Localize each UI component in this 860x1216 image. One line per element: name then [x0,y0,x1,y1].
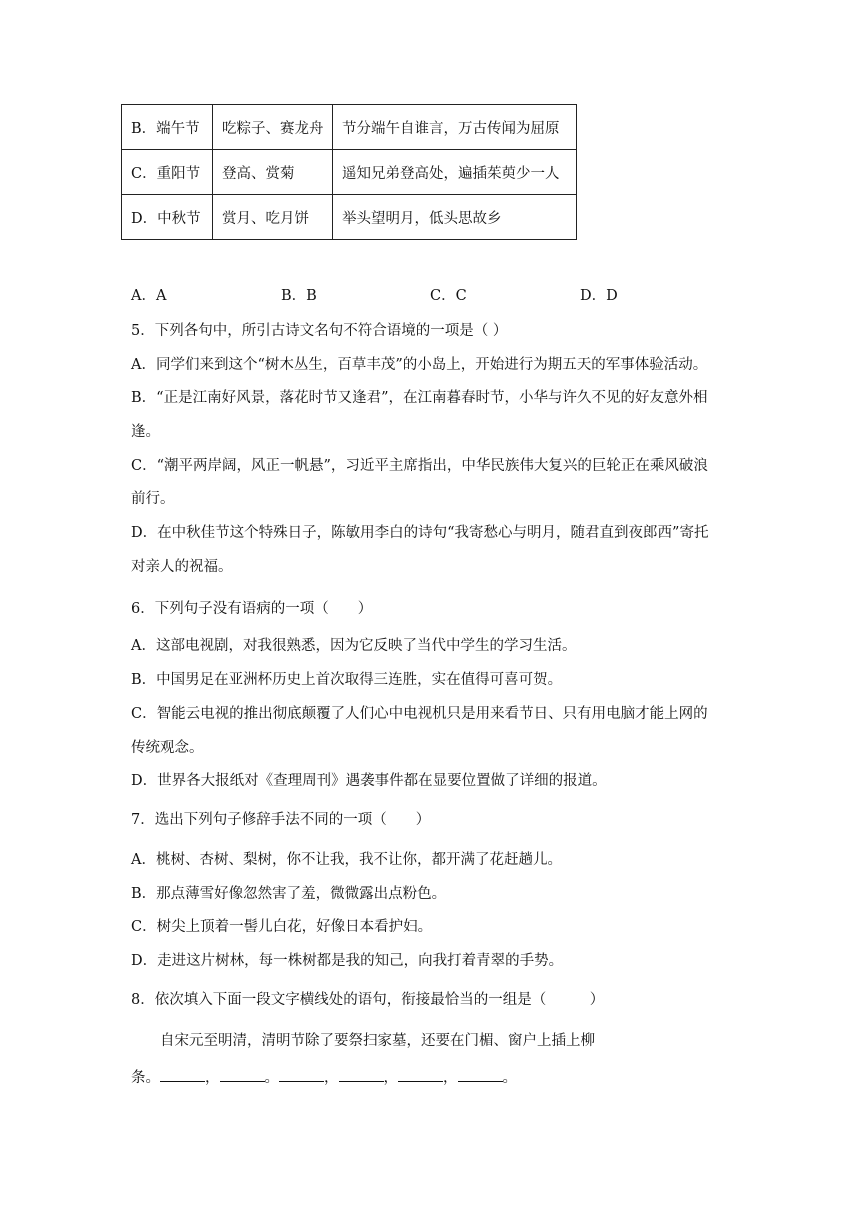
option-d[interactable]: D．D [580,288,618,304]
q8-passage-blanks [131,1066,517,1087]
q8-stem: 8．依次填入下面一段文字横线处的语句，衔接最恰当的一组是（ ） [131,992,605,1008]
fill-blank[interactable] [279,1067,324,1082]
passage-text: 条。 [131,1070,160,1086]
q6-option-a[interactable]: A．这部电视剧，对我很熟悉，因为它反映了当代中学生的学习生活。 [131,638,577,654]
table-row [122,105,577,150]
q6-option-c[interactable]: C．智能云电视的推出彻底颠覆了人们心中电视机只是用来看节日、只有用电脑才能上网的 [131,706,708,722]
table-row [122,195,577,240]
option-a[interactable]: A．A [131,288,167,304]
poem-cell: 遥知兄弟登高处，遍插茱萸少一人 [333,150,577,195]
option-b[interactable]: B．B [281,288,317,304]
q5-option-a[interactable]: A．同学们来到这个“树木丛生，百草丰茂”的小岛上，开始进行为期五天的军事体验活动。 [131,357,708,373]
fill-blank[interactable] [339,1067,384,1082]
q7-stem: 7．选出下列句子修辞手法不同的一项（ ） [131,812,431,828]
q7-option-d[interactable]: D．走进这片树林，每一株树都是我的知己，向我打着青翠的手势。 [131,953,564,969]
q5-stem: 5．下列各句中，所引古诗文名句不符合语境的一项是（ ） [131,323,508,339]
fill-blank[interactable] [398,1067,443,1082]
festival-cell: B．端午节 [122,105,213,150]
q6-option-c-cont: 传统观念。 [131,740,204,756]
fill-blank[interactable] [458,1067,503,1082]
q7-option-a[interactable]: A．桃树、杏树、梨树，你不让我，我不让你，都开满了花赶趟儿。 [131,852,562,868]
customs-cell: 吃粽子、赛龙舟 [213,105,333,150]
q5-option-c[interactable]: C．“潮平两岸阔，风正一帆悬”，习近平主席指出，中华民族伟大复兴的巨轮正在乘风破浪 [131,458,708,474]
festival-cell: C．重阳节 [122,150,213,195]
q6-option-d[interactable]: D．世界各大报纸对《查理周刊》遇袭事件都在显要位置做了详细的报道。 [131,773,607,789]
comma: ， [205,1070,220,1086]
fill-blank[interactable] [160,1067,205,1082]
q5-option-d-cont: 对亲人的祝福。 [131,559,233,575]
q5-option-d[interactable]: D．在中秋佳节这个特殊日子，陈敏用李白的诗句“我寄愁心与明月，随君直到夜郎西”寄托 [131,525,709,541]
table-row [122,150,577,195]
comma: ， [443,1070,458,1086]
q5-option-c-cont: 前行。 [131,491,175,507]
poem-cell: 举头望明月，低头思故乡 [333,195,577,240]
q7-option-b[interactable]: B．那点薄雪好像忽然害了羞，微微露出点粉色。 [131,886,447,902]
customs-cell: 赏月、吃月饼 [213,195,333,240]
customs-cell: 登高、赏菊 [213,150,333,195]
comma: ， [324,1070,339,1086]
option-c[interactable]: C．C [430,288,467,304]
q4-options [0,284,860,304]
comma: ， [383,1070,398,1086]
q5-option-b[interactable]: B．“正是江南好风景，落花时节又逢君”，在江南暮春时节，小华与许久不见的好友意外相 [131,390,708,406]
period: 。 [502,1070,517,1086]
q6-stem: 6．下列句子没有语病的一项（ ） [131,601,373,617]
q8-passage: 自宋元至明清，清明节除了要祭扫家墓，还要在门楣、窗户上插上柳 [160,1033,595,1049]
period: 。 [264,1070,279,1086]
q6-option-b[interactable]: B．中国男足在亚洲杯历史上首次取得三连胜，实在值得可喜可贺。 [131,672,563,688]
festival-table [121,104,577,240]
festival-cell: D．中秋节 [122,195,213,240]
poem-cell: 节分端午自谁言，万古传闻为屈原 [333,105,577,150]
q7-option-c[interactable]: C．树尖上顶着一髻儿白花，好像日本看护妇。 [131,919,433,935]
q5-option-b-cont: 逢。 [131,424,160,440]
fill-blank[interactable] [220,1067,265,1082]
